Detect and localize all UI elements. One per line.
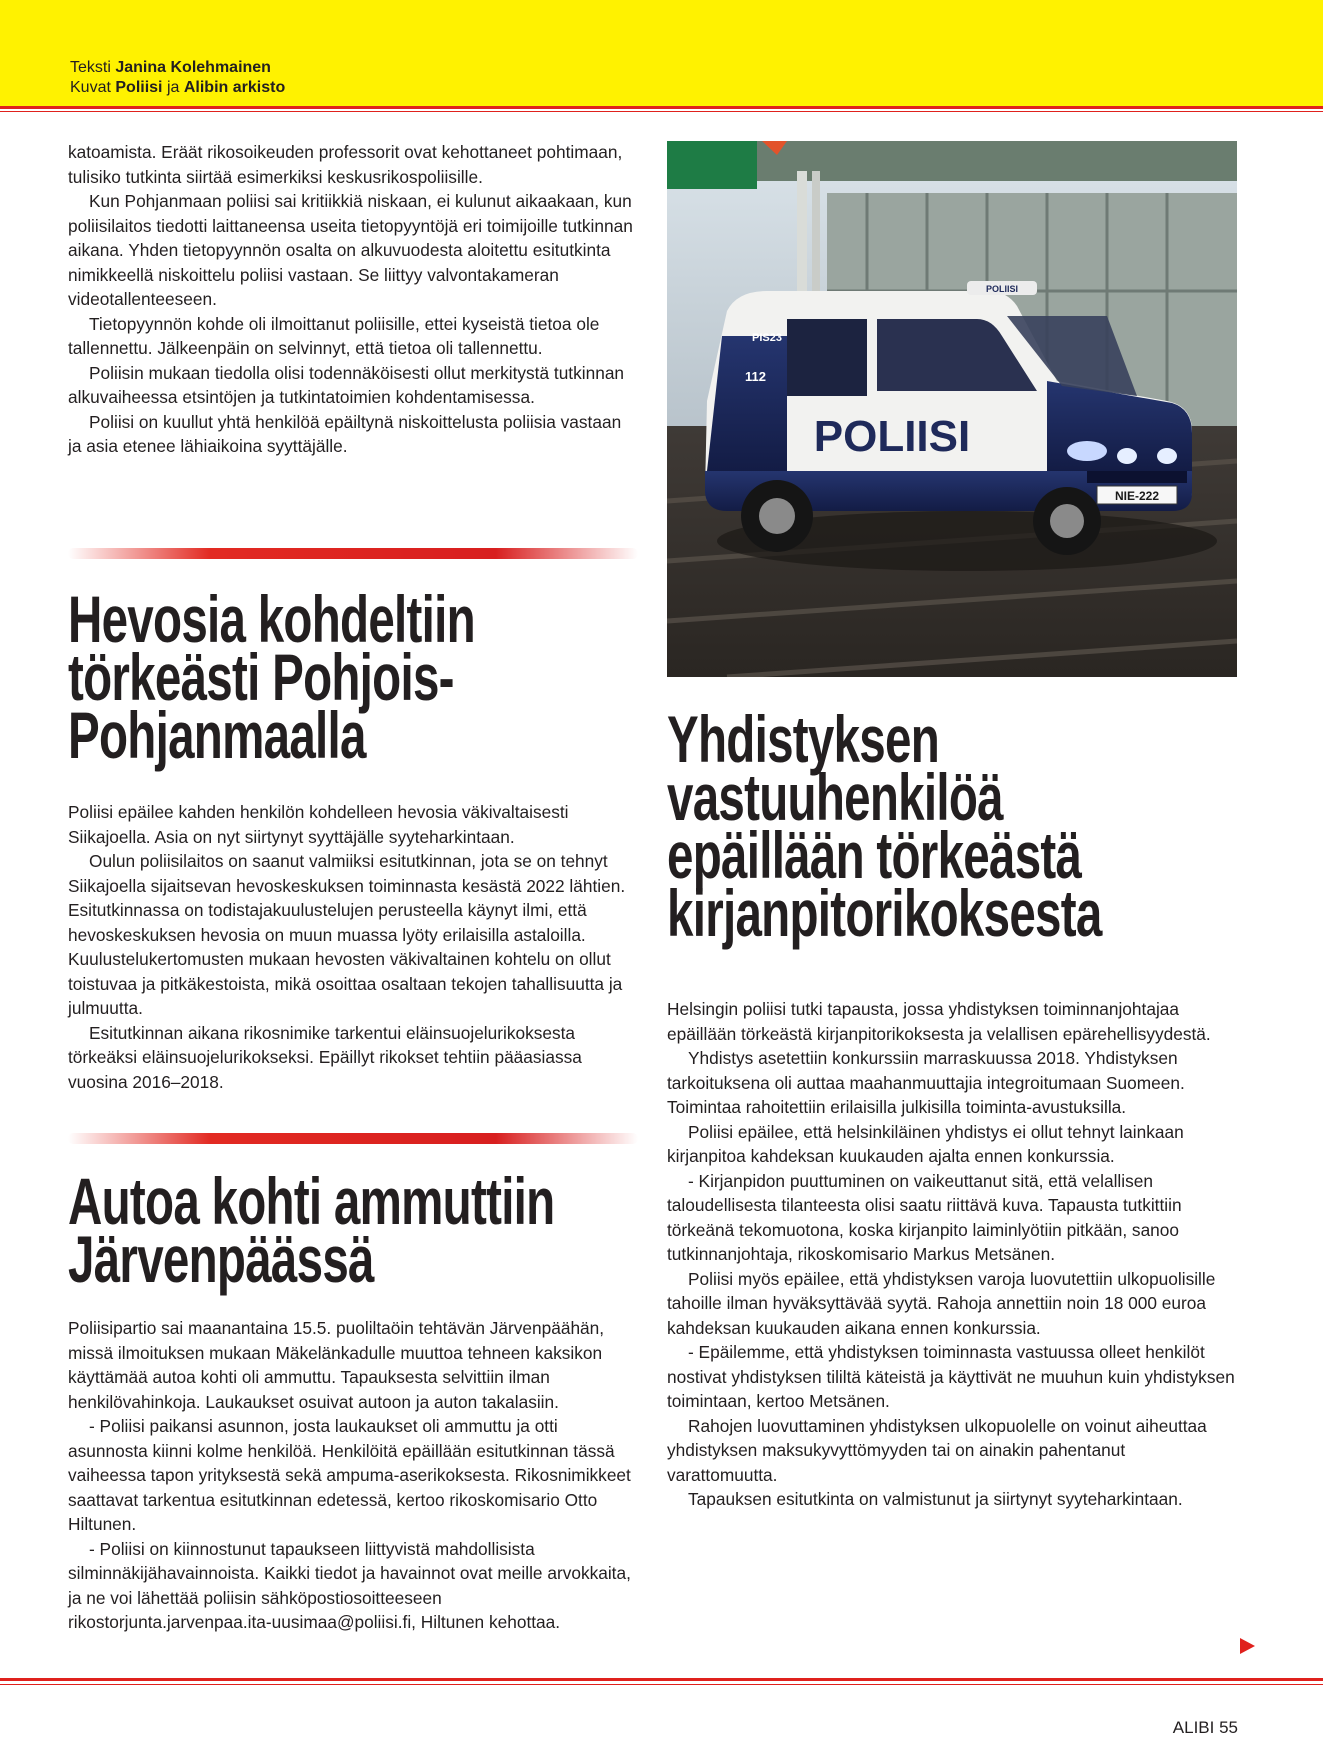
article-paragraph: Poliisi epäilee, että helsinkiläinen yhdistys ei ollut tehnyt lainkaan kirjanpitoa kahdeksan kuukauden ajalta ennen konkurssia. [667,1121,1184,1166]
intro-continuation [68,140,638,459]
photo-credit-join: ja [166,79,180,96]
headline-line: kirjanpitorikoksesta [667,876,1102,950]
headline-line: epäillään törkeästä [667,818,1082,892]
article-car [68,1164,638,1296]
headline-line: Hevosia kohdeltiin [68,582,475,656]
header-band [0,0,1323,106]
article-paragraph: Esitutkinnan aikana rikosnimike tarkentui eläinsuojelurikoksesta törkeäksi eläinsuojelurikokseksi. Epäillyt rikokset tehtiin pääasiassa vuosina 2016–2018. [68,1022,582,1092]
page-number: ALIBI 55 [1172,1718,1238,1737]
article-paragraph: Poliisipartio sai maanantaina 15.5. puoliltaöin tehtävän Järvenpäähän, missä ilmoituksen mukaan Mäkelänkadulle muuttoa tehneen kaksikon käyttämää autoa kohti oli ammuttu. Tapauksesta selvittiin ilman henkilövahinkoja. Laukaukset osuivat autoon ja auton takalasiin. [68,1318,605,1412]
call-sign: PIS23 [752,332,782,344]
article-paragraph: Poliisi epäilee kahden henkilön kohdelleen hevosia väkivaltaisesti Siikajoella. Asia on nyt siirtynyt syyttäjälle syyteharkintaan. [68,802,569,847]
intro-paragraph: Kun Pohjanmaan poliisi sai kritiikkiä niskaan, ei kulunut aikaakaan, kun poliisilaitos tiedotti laittaneensa useita tietopyyntöjä eri toimijoille tutkinnan aikana. Yhden tietopyynnön osalta on alkuvuodesta aloitettu esitutkinta nimikkeellä niskoittelu poliisi vastaan. Se liittyy valvontakameran videotallenteeseen. [68,191,633,309]
photo-credit-source1: Poliisi [115,79,163,96]
article-paragraph: Poliisi myös epäilee, että yhdistyksen varoja luovutettiin ulkopuolisille tahoille ilman hyväksyttävää syytä. Rahoja annettiin noin 18 000 euroa kahdeksan kuukauden aikana ennen konkurssia. [667,1268,1216,1338]
headline-line: törkeästi Pohjois- [68,640,454,714]
article-headline [667,702,1236,950]
section-divider [68,548,638,559]
continue-arrow-icon [1240,1638,1255,1654]
section-divider [68,1133,638,1144]
article-association-body [667,997,1237,1512]
article-headline [68,582,637,772]
photo-credit-source2: Alibin arkisto [183,79,286,96]
article-paragraph: - Poliisi paikansi asunnon, josta laukaukset oli ammuttu ja otti asunnosta kiinni kolme henkilöä. Henkilöitä epäillään esitutkinnan tässä vaiheessa tapon yrityksestä sekä ampuma-aserikoksesta. Rikosnimikkeet saattavat tarkentua esitutkinnan edetessä, kertoo rikoskomisario Otto Hiltunen. [68,1416,631,1534]
credits [70,58,285,98]
article-association [667,702,1237,950]
photo-credit [70,78,285,98]
unit-number: 112 [745,369,766,384]
footer-rule-thin [0,1684,1323,1685]
header-rule [0,106,1323,109]
text-credit-label: Teksti [70,59,111,76]
article-paragraph: Tapauksen esitutkinta on valmistunut ja siirtynyt syyteharkintaan. [688,1489,1183,1509]
header-rule-thin [0,111,1323,112]
article-horses [68,582,638,772]
article-paragraph: Helsingin poliisi tutki tapausta, jossa yhdistyksen toiminnanjohtajaa epäillään törkeästä kirjanpitorikoksesta ja velallisen epärehellisyydestä. [667,999,1211,1044]
article-paragraph: Rahojen luovuttaminen yhdistyksen ulkopuolelle on voinut aiheuttaa yhdistyksen maksukyvyttömyyden tai on ainakin pahentanut varattomuutta. [667,1415,1207,1485]
intro-paragraph: katoamista. Eräät rikosoikeuden professorit ovat kehottaneet pohtimaan, tulisiko tutkinta siirtää esimerkiksi keskusrikospoliisille. [68,142,623,187]
headline-line: Järvenpäässä [68,1222,374,1296]
headline-line: vastuuhenkilöä [667,760,1003,834]
roof-lettering: POLIISI [985,284,1019,294]
article-paragraph: - Poliisi on kiinnostunut tapaukseen liittyvistä mahdollisista silminnäkijähavainnoista. Kaikki tiedot ja havainnot ovat meille arvokkaita, ja ne voi lähettää poliisin sähköpostiosoitteeseen rikostorjunta.jarvenpaa.ita-uusimaa@poliisi.fi, Hiltunen kehottaa. [68,1538,631,1632]
intro-paragraph: Poliisi on kuullut yhtä henkilöä epäiltynä niskoittelusta poliisia vastaan ja asia etenee lähiaikoina syyttäjälle. [68,411,622,456]
police-van-photo [667,141,1237,677]
footer-rule [0,1678,1323,1681]
article-paragraph: Yhdistys asetettiin konkurssiin marraskuussa 2018. Yhdistyksen tarkoituksena oli auttaa maahanmuuttajia integroitumaan Suomeen. Toimintaa rahoitettiin erilaisilla julkisilla toiminta-avustuksilla. [667,1048,1185,1117]
article-car-body [68,1316,638,1635]
headline-line: Yhdistyksen [667,702,940,776]
text-credit-name: Janina Kolehmainen [115,59,271,76]
article-paragraph: - Kirjanpidon puuttuminen on vaikeuttanut sitä, että velallisen taloudellisesta tilanteesta olisi saatu riittävä kuva. Tapausta tutkittiin törkeänä tekomuotona, koska kirjanpito laiminlyötiin pitkään, sanoo tutkinnanjohtaja, rikoskomisario Markus Metsänen. [667,1170,1182,1264]
van-lettering: POLIISI [813,412,971,461]
article-horses-body [68,800,638,1094]
license-plate: NIE-222 [1114,489,1160,503]
headline-line: Autoa kohti ammuttiin [68,1164,555,1238]
text-credit [70,58,285,78]
intro-paragraph: Tietopyynnön kohde oli ilmoittanut poliisille, ettei kyseistä tietoa ole tallennettu. Jälkeenpäin on selvinnyt, että tietoa oli tallennettu. [68,313,600,358]
article-headline [68,1164,637,1296]
article-paragraph: - Epäilemme, että yhdistyksen toiminnasta vastuussa olleet henkilöt nostivat yhdistyksen tililtä käteistä ja käyttivät ne muuhun kuin yhdistyksen toimintaan, kertoo Metsänen. [667,1342,1235,1411]
intro-paragraph: Poliisin mukaan tiedolla olisi todennäköisesti ollut merkitystä tutkinnan alkuvaiheessa etsintöjen ja tutkintatoimien kohdentamisessa. [68,362,625,407]
article-paragraph: Oulun poliisilaitos on saanut valmiiksi esitutkinnan, jota se on tehnyt Siikajoella sijaitsevan hevoskeskuksen toiminnasta kesästä 2022 lähtien. Esitutkinnassa on todistajakuulustelujen perusteella käynyt ilmi, että hevoskeskuksen hevosia on muun muassa lyöty erilaisilla astaloilla. Kuulustelukertomusten mukaan hevosten väkivaltainen kohtelu on ollut toistuvaa ja pitkäkestoista, mikä osoittaa osaltaan tekojen tahallisuutta ja julmuutta. [68,851,626,1018]
police-van-illustration [667,141,1237,677]
headline-line: Pohjanmaalla [68,698,366,772]
photo-credit-label: Kuvat [70,79,111,96]
